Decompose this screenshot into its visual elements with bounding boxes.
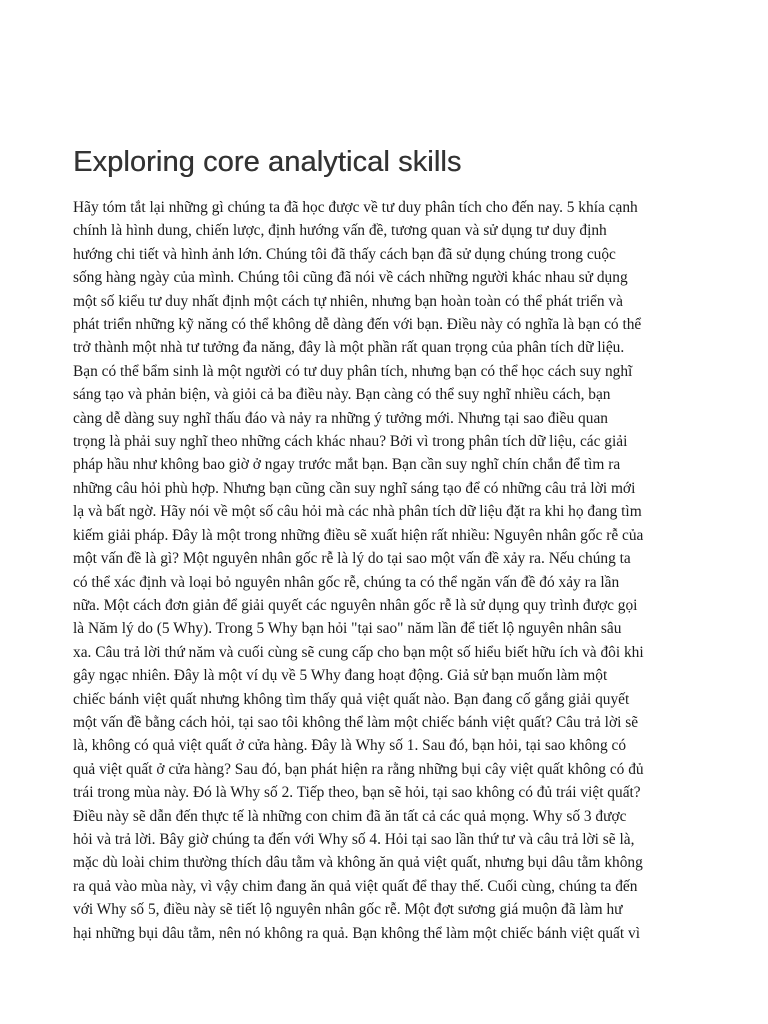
text-line: là, không có quả việt quất ở cửa hàng. Đây là Why số 1. Sau đó, bạn hỏi, tại sao không có (73, 737, 627, 755)
text-line: Điều này sẽ dẫn đến thực tế là những con chim đã ăn tất cả các quả mọng. Why số 3 được (73, 807, 627, 825)
text-line: mặc dù loài chim thường thích dâu tằm và không ăn quả việt quất, nhưng bụi dâu tằm không (73, 854, 643, 872)
page-title: Exploring core analytical skills (73, 146, 462, 178)
text-line: Hãy tóm tắt lại những gì chúng ta đã học được về tư duy phân tích cho đến nay. 5 khía cạnh (73, 199, 638, 216)
text-line: sống hàng ngày của mình. Chúng tôi cũng đã nói về cách những người khác nhau sử dụng (73, 269, 628, 287)
text-line: pháp hầu như không bao giờ ở ngay trước mắt bạn. Bạn cần suy nghĩ chín chắn để tìm ra (73, 456, 621, 474)
text-line: với Why số 5, điều này sẽ tiết lộ nguyên nhân gốc rễ. Một đợt sương giá muộn đã làm hư (73, 901, 623, 919)
text-line: một vấn đề bằng cách hỏi, tại sao tôi không thể làm một chiếc bánh việt quất? Câu trả lời sẽ (73, 713, 639, 731)
text-line: một số kiểu tư duy nhất định một cách tự nhiên, nhưng bạn hoàn toàn có thể phát triển và (73, 292, 623, 310)
body-paragraph (73, 196, 695, 945)
text-line: sáng tạo và phản biện, và giỏi cả ba điều này. Bạn càng có thể suy nghĩ nhiều cách, bạn (73, 386, 611, 404)
text-line: phát triển những kỹ năng có thể không dễ dàng đến với bạn. Điều này có nghĩa là bạn có thể (73, 316, 642, 334)
text-line: càng dễ dàng suy nghĩ thấu đáo và nảy ra những ý tưởng mới. Nhưng tại sao điều quan (73, 409, 608, 427)
text-line: nữa. Một cách đơn giản để giải quyết các nguyên nhân gốc rễ là sử dụng quy trình được gọi (73, 596, 638, 614)
text-line: quả việt quất ở cửa hàng? Sau đó, bạn phát hiện ra rằng những bụi cây việt quất không có đủ (73, 760, 644, 778)
text-line: Bạn có thể bẩm sinh là một người có tư duy phân tích, nhưng bạn có thể học cách suy nghĩ (73, 362, 633, 380)
text-line: trọng là phải suy nghĩ theo những cách khác nhau? Bởi vì trong phân tích dữ liệu, các giải (73, 433, 628, 451)
text-line: trở thành một nhà tư tưởng đa năng, đây là một phần rất quan trọng của phân tích dữ liệu. (73, 339, 625, 357)
text-line: một vấn đề là gì? Một nguyên nhân gốc rễ là lý do tại sao một vấn đề xảy ra. Nếu chúng ta (73, 550, 631, 568)
text-line: ra quả vào mùa này, vì vậy chim đang ăn quả việt quất để thay thế. Cuối cùng, chúng ta đến (73, 877, 638, 895)
text-line: chiếc bánh việt quất nhưng không tìm thấy quả việt quất nào. Bạn đang cố gắng giải quyết (73, 690, 630, 708)
text-line: những câu hỏi phù hợp. Nhưng bạn cũng cần suy nghĩ sáng tạo để có những câu trả lời mới (73, 479, 636, 497)
text-line: có thể xác định và loại bỏ nguyên nhân gốc rễ, chúng ta có thể ngăn vấn đề đó xảy ra lần (73, 573, 620, 591)
text-line: trái trong mùa này. Đó là Why số 2. Tiếp theo, bạn sẽ hỏi, tại sao không có đủ trái việt quất? (73, 784, 641, 802)
text-line: kiếm giải pháp. Đây là một trong những điều sẽ xuất hiện rất nhiều: Nguyên nhân gốc rễ của (73, 526, 644, 544)
text-line: lạ và bất ngờ. Hãy nói về một số câu hỏi mà các nhà phân tích dữ liệu đặt ra khi họ đang tìm (73, 503, 642, 521)
text-line: chính là hình dung, chiến lược, định hướng vấn đề, tương quan và sử dụng tư duy định (73, 222, 607, 240)
text-line: hướng chi tiết và hình ảnh lớn. Chúng tôi đã thấy cách bạn đã sử dụng chúng trong cuộc (73, 245, 616, 263)
text-line: gây ngạc nhiên. Đây là một ví dụ về 5 Why đang hoạt động. Giả sử bạn muốn làm một (73, 667, 608, 685)
text-line: xa. Câu trả lời thứ năm và cuối cùng sẽ cung cấp cho bạn một số hiểu biết hữu ích và đôi khi (73, 643, 644, 661)
text-line: hại những bụi dâu tằm, nên nó không ra quả. Bạn không thể làm một chiếc bánh việt quất vì (73, 924, 640, 942)
text-line: hỏi và trả lời. Bây giờ chúng ta đến với Why số 4. Hỏi tại sao lần thứ tư và câu trả lời sẽ là, (73, 830, 635, 848)
text-line: là Năm lý do (5 Why). Trong 5 Why bạn hỏi "tại sao" năm lần để tiết lộ nguyên nhân sâu (73, 620, 622, 638)
